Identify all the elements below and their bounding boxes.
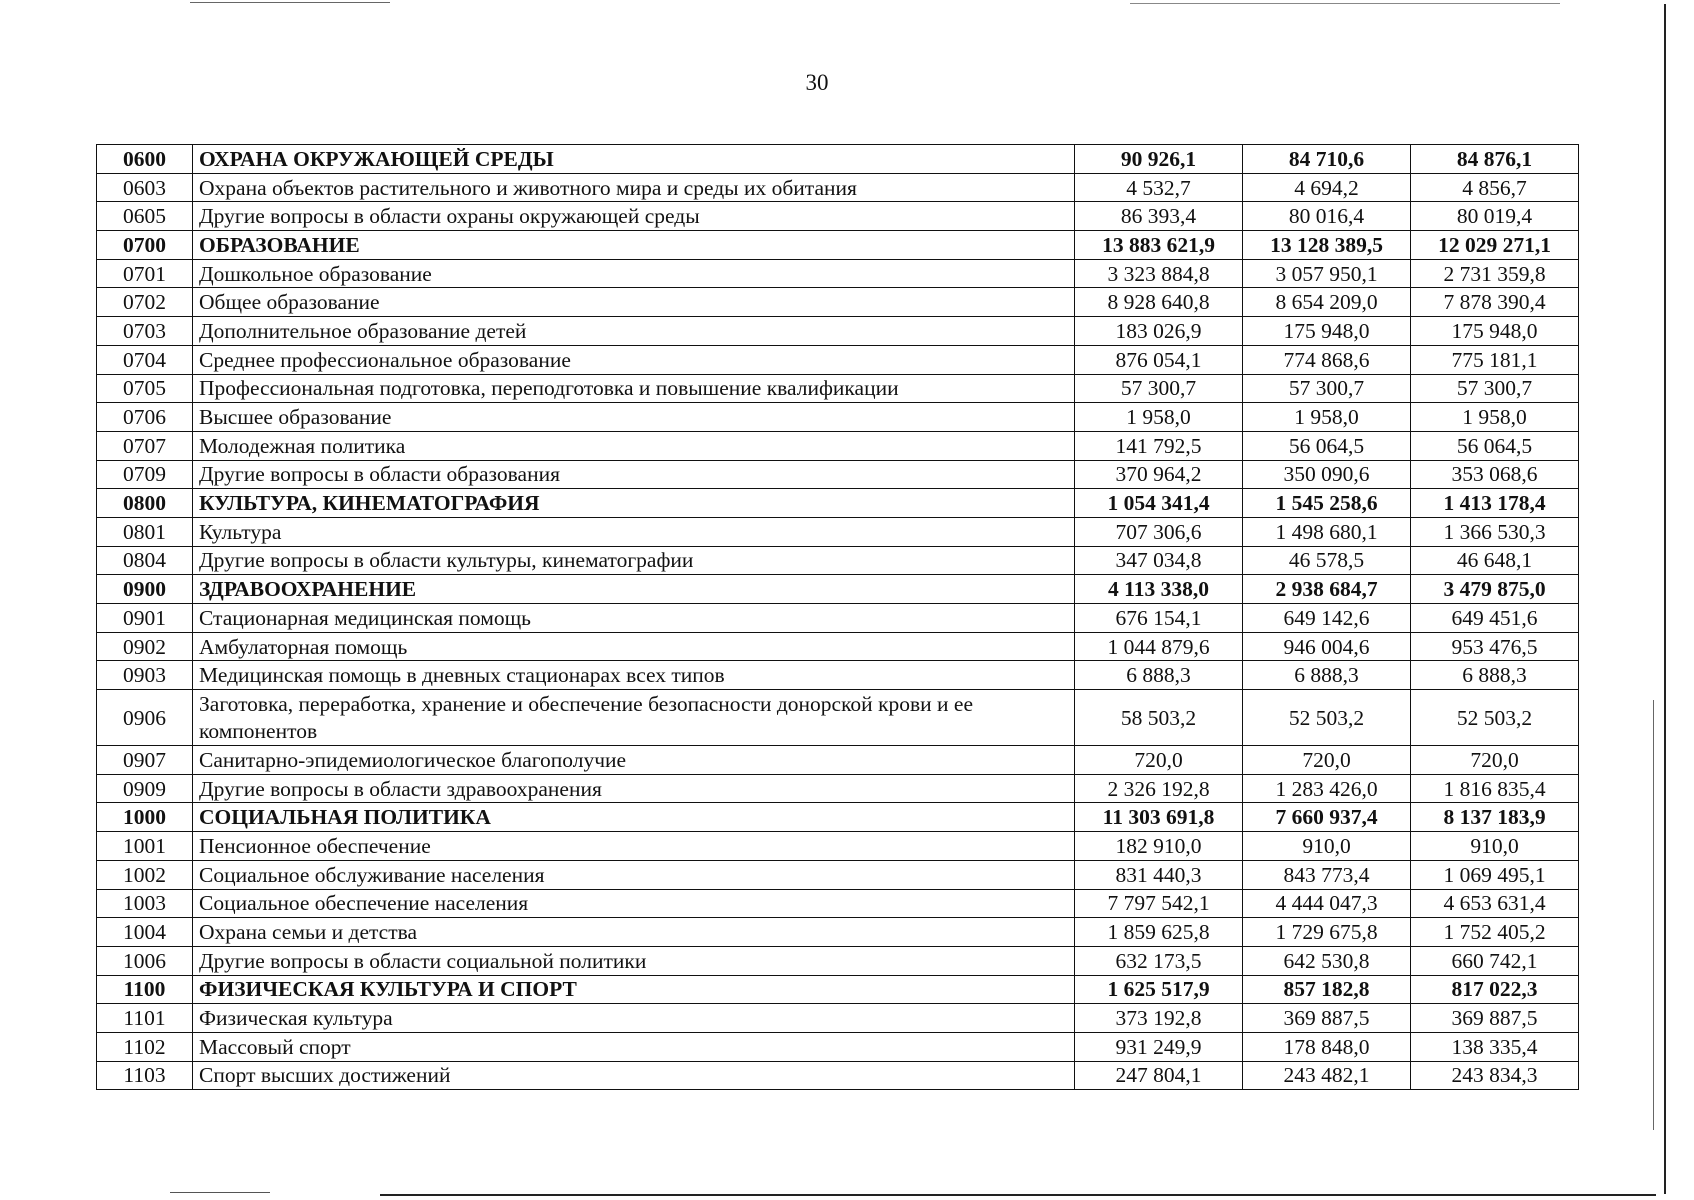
cell-value-3: 1 752 405,2 xyxy=(1411,918,1579,947)
cell-code: 0701 xyxy=(97,259,193,288)
cell-name: Стационарная медицинская помощь xyxy=(193,604,1075,633)
cell-value-3: 1 366 530,3 xyxy=(1411,517,1579,546)
cell-code: 0707 xyxy=(97,431,193,460)
cell-value-3: 243 834,3 xyxy=(1411,1061,1579,1090)
cell-name: Культура xyxy=(193,517,1075,546)
cell-code: 1002 xyxy=(97,860,193,889)
cell-code: 1000 xyxy=(97,803,193,832)
cell-code: 0600 xyxy=(97,145,193,174)
cell-name: Высшее образование xyxy=(193,403,1075,432)
table-section-row xyxy=(97,975,1579,1004)
cell-name: Амбулаторная помощь xyxy=(193,632,1075,661)
cell-name: ОХРАНА ОКРУЖАЮЩЕЙ СРЕДЫ xyxy=(193,145,1075,174)
cell-value-3: 8 137 183,9 xyxy=(1411,803,1579,832)
cell-value-2: 57 300,7 xyxy=(1243,374,1411,403)
table-row xyxy=(97,345,1579,374)
table-row xyxy=(97,317,1579,346)
cell-value-3: 1 413 178,4 xyxy=(1411,489,1579,518)
cell-name: Общее образование xyxy=(193,288,1075,317)
cell-code: 0903 xyxy=(97,661,193,690)
cell-value-1: 3 323 884,8 xyxy=(1075,259,1243,288)
cell-value-3: 817 022,3 xyxy=(1411,975,1579,1004)
cell-value-2: 946 004,6 xyxy=(1243,632,1411,661)
cell-name: Охрана объектов растительного и животного мира и среды их обитания xyxy=(193,173,1075,202)
budget-table xyxy=(96,144,1579,1090)
cell-name: Дошкольное образование xyxy=(193,259,1075,288)
cell-code: 0902 xyxy=(97,632,193,661)
cell-value-3: 660 742,1 xyxy=(1411,946,1579,975)
cell-value-3: 1 958,0 xyxy=(1411,403,1579,432)
table-row xyxy=(97,774,1579,803)
table-row xyxy=(97,832,1579,861)
scan-edge-line-top-left xyxy=(190,2,390,3)
cell-value-1: 6 888,3 xyxy=(1075,661,1243,690)
cell-value-3: 720,0 xyxy=(1411,746,1579,775)
table-row xyxy=(97,632,1579,661)
cell-value-3: 353 068,6 xyxy=(1411,460,1579,489)
cell-value-2: 80 016,4 xyxy=(1243,202,1411,231)
cell-code: 1100 xyxy=(97,975,193,1004)
cell-name: Другие вопросы в области охраны окружающей среды xyxy=(193,202,1075,231)
cell-value-1: 1 044 879,6 xyxy=(1075,632,1243,661)
cell-value-3: 2 731 359,8 xyxy=(1411,259,1579,288)
table-row xyxy=(97,661,1579,690)
cell-value-1: 931 249,9 xyxy=(1075,1032,1243,1061)
table-section-row xyxy=(97,231,1579,260)
table-section-row xyxy=(97,575,1579,604)
cell-value-3: 57 300,7 xyxy=(1411,374,1579,403)
cell-code: 0900 xyxy=(97,575,193,604)
page-number: 30 xyxy=(805,70,829,95)
cell-value-1: 13 883 621,9 xyxy=(1075,231,1243,260)
table-row xyxy=(97,690,1579,746)
cell-value-1: 86 393,4 xyxy=(1075,202,1243,231)
cell-value-1: 2 326 192,8 xyxy=(1075,774,1243,803)
cell-code: 0603 xyxy=(97,173,193,202)
cell-value-1: 57 300,7 xyxy=(1075,374,1243,403)
cell-value-1: 720,0 xyxy=(1075,746,1243,775)
cell-value-1: 58 503,2 xyxy=(1075,690,1243,746)
cell-value-1: 707 306,6 xyxy=(1075,517,1243,546)
scan-edge-line-right xyxy=(1664,4,1666,1194)
cell-value-3: 52 503,2 xyxy=(1411,690,1579,746)
cell-value-1: 11 303 691,8 xyxy=(1075,803,1243,832)
cell-value-3: 6 888,3 xyxy=(1411,661,1579,690)
cell-value-2: 4 444 047,3 xyxy=(1243,889,1411,918)
cell-value-3: 175 948,0 xyxy=(1411,317,1579,346)
cell-value-1: 373 192,8 xyxy=(1075,1004,1243,1033)
cell-value-1: 8 928 640,8 xyxy=(1075,288,1243,317)
scan-edge-line-bottom xyxy=(380,1194,1656,1196)
table-row xyxy=(97,202,1579,231)
cell-name: ФИЗИЧЕСКАЯ КУЛЬТУРА И СПОРТ xyxy=(193,975,1075,1004)
cell-value-2: 7 660 937,4 xyxy=(1243,803,1411,832)
cell-value-3: 46 648,1 xyxy=(1411,546,1579,575)
table-row xyxy=(97,860,1579,889)
cell-name: Физическая культура xyxy=(193,1004,1075,1033)
cell-code: 0709 xyxy=(97,460,193,489)
cell-name: Профессиональная подготовка, переподготовка и повышение квалификации xyxy=(193,374,1075,403)
cell-value-1: 141 792,5 xyxy=(1075,431,1243,460)
cell-value-2: 84 710,6 xyxy=(1243,145,1411,174)
cell-name: ЗДРАВООХРАНЕНИЕ xyxy=(193,575,1075,604)
cell-value-2: 1 498 680,1 xyxy=(1243,517,1411,546)
cell-value-2: 350 090,6 xyxy=(1243,460,1411,489)
table-row xyxy=(97,288,1579,317)
table-row xyxy=(97,431,1579,460)
cell-value-2: 720,0 xyxy=(1243,746,1411,775)
cell-code: 1006 xyxy=(97,946,193,975)
cell-code: 0804 xyxy=(97,546,193,575)
cell-name: Другие вопросы в области социальной политики xyxy=(193,946,1075,975)
cell-code: 1101 xyxy=(97,1004,193,1033)
cell-code: 1103 xyxy=(97,1061,193,1090)
cell-value-2: 175 948,0 xyxy=(1243,317,1411,346)
cell-code: 0702 xyxy=(97,288,193,317)
scan-edge-line-top-right xyxy=(1130,3,1560,4)
cell-value-2: 4 694,2 xyxy=(1243,173,1411,202)
cell-value-1: 876 054,1 xyxy=(1075,345,1243,374)
cell-code: 0705 xyxy=(97,374,193,403)
scan-edge-line-bottom-left xyxy=(170,1192,270,1193)
cell-value-3: 953 476,5 xyxy=(1411,632,1579,661)
cell-value-3: 910,0 xyxy=(1411,832,1579,861)
cell-code: 0703 xyxy=(97,317,193,346)
cell-value-3: 775 181,1 xyxy=(1411,345,1579,374)
cell-code: 1004 xyxy=(97,918,193,947)
cell-value-1: 370 964,2 xyxy=(1075,460,1243,489)
cell-code: 0901 xyxy=(97,604,193,633)
cell-name: ОБРАЗОВАНИЕ xyxy=(193,231,1075,260)
cell-value-3: 4 653 631,4 xyxy=(1411,889,1579,918)
cell-value-1: 4 532,7 xyxy=(1075,173,1243,202)
cell-name: Социальное обслуживание населения xyxy=(193,860,1075,889)
cell-name: Заготовка, переработка, хранение и обеспечение безопасности донорской крови и ее компонентов xyxy=(193,690,1075,746)
cell-value-2: 1 283 426,0 xyxy=(1243,774,1411,803)
table-row xyxy=(97,1061,1579,1090)
cell-value-2: 8 654 209,0 xyxy=(1243,288,1411,317)
cell-value-2: 13 128 389,5 xyxy=(1243,231,1411,260)
cell-name: Массовый спорт xyxy=(193,1032,1075,1061)
scan-edge-line-right-inner xyxy=(1653,700,1654,1130)
cell-code: 0704 xyxy=(97,345,193,374)
cell-value-2: 178 848,0 xyxy=(1243,1032,1411,1061)
cell-code: 0906 xyxy=(97,690,193,746)
cell-name: Спорт высших достижений xyxy=(193,1061,1075,1090)
cell-code: 1102 xyxy=(97,1032,193,1061)
table-row xyxy=(97,259,1579,288)
cell-value-3: 1 816 835,4 xyxy=(1411,774,1579,803)
cell-value-2: 369 887,5 xyxy=(1243,1004,1411,1033)
cell-value-2: 56 064,5 xyxy=(1243,431,1411,460)
cell-value-2: 774 868,6 xyxy=(1243,345,1411,374)
cell-code: 0706 xyxy=(97,403,193,432)
cell-value-3: 56 064,5 xyxy=(1411,431,1579,460)
cell-value-2: 6 888,3 xyxy=(1243,661,1411,690)
cell-value-1: 1 859 625,8 xyxy=(1075,918,1243,947)
cell-name: Охрана семьи и детства xyxy=(193,918,1075,947)
cell-value-1: 1 054 341,4 xyxy=(1075,489,1243,518)
cell-value-1: 4 113 338,0 xyxy=(1075,575,1243,604)
cell-value-1: 182 910,0 xyxy=(1075,832,1243,861)
table-row xyxy=(97,403,1579,432)
table-row xyxy=(97,746,1579,775)
table-row xyxy=(97,889,1579,918)
cell-value-3: 1 069 495,1 xyxy=(1411,860,1579,889)
cell-value-2: 243 482,1 xyxy=(1243,1061,1411,1090)
cell-name: Среднее профессиональное образование xyxy=(193,345,1075,374)
table-section-row xyxy=(97,145,1579,174)
cell-code: 0907 xyxy=(97,746,193,775)
cell-value-2: 1 958,0 xyxy=(1243,403,1411,432)
cell-value-1: 247 804,1 xyxy=(1075,1061,1243,1090)
cell-name: Дополнительное образование детей xyxy=(193,317,1075,346)
cell-value-3: 649 451,6 xyxy=(1411,604,1579,633)
table-row xyxy=(97,546,1579,575)
cell-code: 1003 xyxy=(97,889,193,918)
cell-value-3: 3 479 875,0 xyxy=(1411,575,1579,604)
cell-name: Пенсионное обеспечение xyxy=(193,832,1075,861)
cell-value-2: 1 729 675,8 xyxy=(1243,918,1411,947)
cell-value-2: 2 938 684,7 xyxy=(1243,575,1411,604)
cell-value-1: 1 625 517,9 xyxy=(1075,975,1243,1004)
cell-code: 0605 xyxy=(97,202,193,231)
cell-value-2: 642 530,8 xyxy=(1243,946,1411,975)
cell-code: 0801 xyxy=(97,517,193,546)
cell-value-1: 347 034,8 xyxy=(1075,546,1243,575)
cell-name: СОЦИАЛЬНАЯ ПОЛИТИКА xyxy=(193,803,1075,832)
cell-code: 0800 xyxy=(97,489,193,518)
cell-value-2: 857 182,8 xyxy=(1243,975,1411,1004)
cell-name: Социальное обеспечение населения xyxy=(193,889,1075,918)
table-row xyxy=(97,460,1579,489)
cell-value-1: 1 958,0 xyxy=(1075,403,1243,432)
table-body xyxy=(97,145,1579,1090)
table-row xyxy=(97,946,1579,975)
cell-code: 0909 xyxy=(97,774,193,803)
cell-value-3: 12 029 271,1 xyxy=(1411,231,1579,260)
cell-name: КУЛЬТУРА, КИНЕМАТОГРАФИЯ xyxy=(193,489,1075,518)
cell-value-3: 7 878 390,4 xyxy=(1411,288,1579,317)
table-row xyxy=(97,1032,1579,1061)
table-section-row xyxy=(97,489,1579,518)
cell-name: Санитарно-эпидемиологическое благополучие xyxy=(193,746,1075,775)
table-row xyxy=(97,1004,1579,1033)
cell-value-2: 3 057 950,1 xyxy=(1243,259,1411,288)
cell-value-1: 831 440,3 xyxy=(1075,860,1243,889)
table-row xyxy=(97,517,1579,546)
cell-value-2: 649 142,6 xyxy=(1243,604,1411,633)
cell-value-1: 676 154,1 xyxy=(1075,604,1243,633)
cell-value-2: 52 503,2 xyxy=(1243,690,1411,746)
cell-value-1: 632 173,5 xyxy=(1075,946,1243,975)
table-row xyxy=(97,604,1579,633)
cell-value-1: 90 926,1 xyxy=(1075,145,1243,174)
cell-name: Другие вопросы в области здравоохранения xyxy=(193,774,1075,803)
table-row xyxy=(97,918,1579,947)
cell-value-2: 843 773,4 xyxy=(1243,860,1411,889)
table-row xyxy=(97,173,1579,202)
cell-value-1: 7 797 542,1 xyxy=(1075,889,1243,918)
cell-value-3: 369 887,5 xyxy=(1411,1004,1579,1033)
cell-value-3: 4 856,7 xyxy=(1411,173,1579,202)
cell-value-2: 1 545 258,6 xyxy=(1243,489,1411,518)
cell-name: Другие вопросы в области образования xyxy=(193,460,1075,489)
cell-value-3: 84 876,1 xyxy=(1411,145,1579,174)
table-row xyxy=(97,374,1579,403)
cell-value-3: 80 019,4 xyxy=(1411,202,1579,231)
cell-value-1: 183 026,9 xyxy=(1075,317,1243,346)
cell-code: 0700 xyxy=(97,231,193,260)
cell-code: 1001 xyxy=(97,832,193,861)
cell-value-2: 910,0 xyxy=(1243,832,1411,861)
cell-name: Молодежная политика xyxy=(193,431,1075,460)
cell-value-2: 46 578,5 xyxy=(1243,546,1411,575)
table-section-row xyxy=(97,803,1579,832)
cell-name: Медицинская помощь в дневных стационарах всех типов xyxy=(193,661,1075,690)
cell-name: Другие вопросы в области культуры, кинематографии xyxy=(193,546,1075,575)
cell-value-3: 138 335,4 xyxy=(1411,1032,1579,1061)
